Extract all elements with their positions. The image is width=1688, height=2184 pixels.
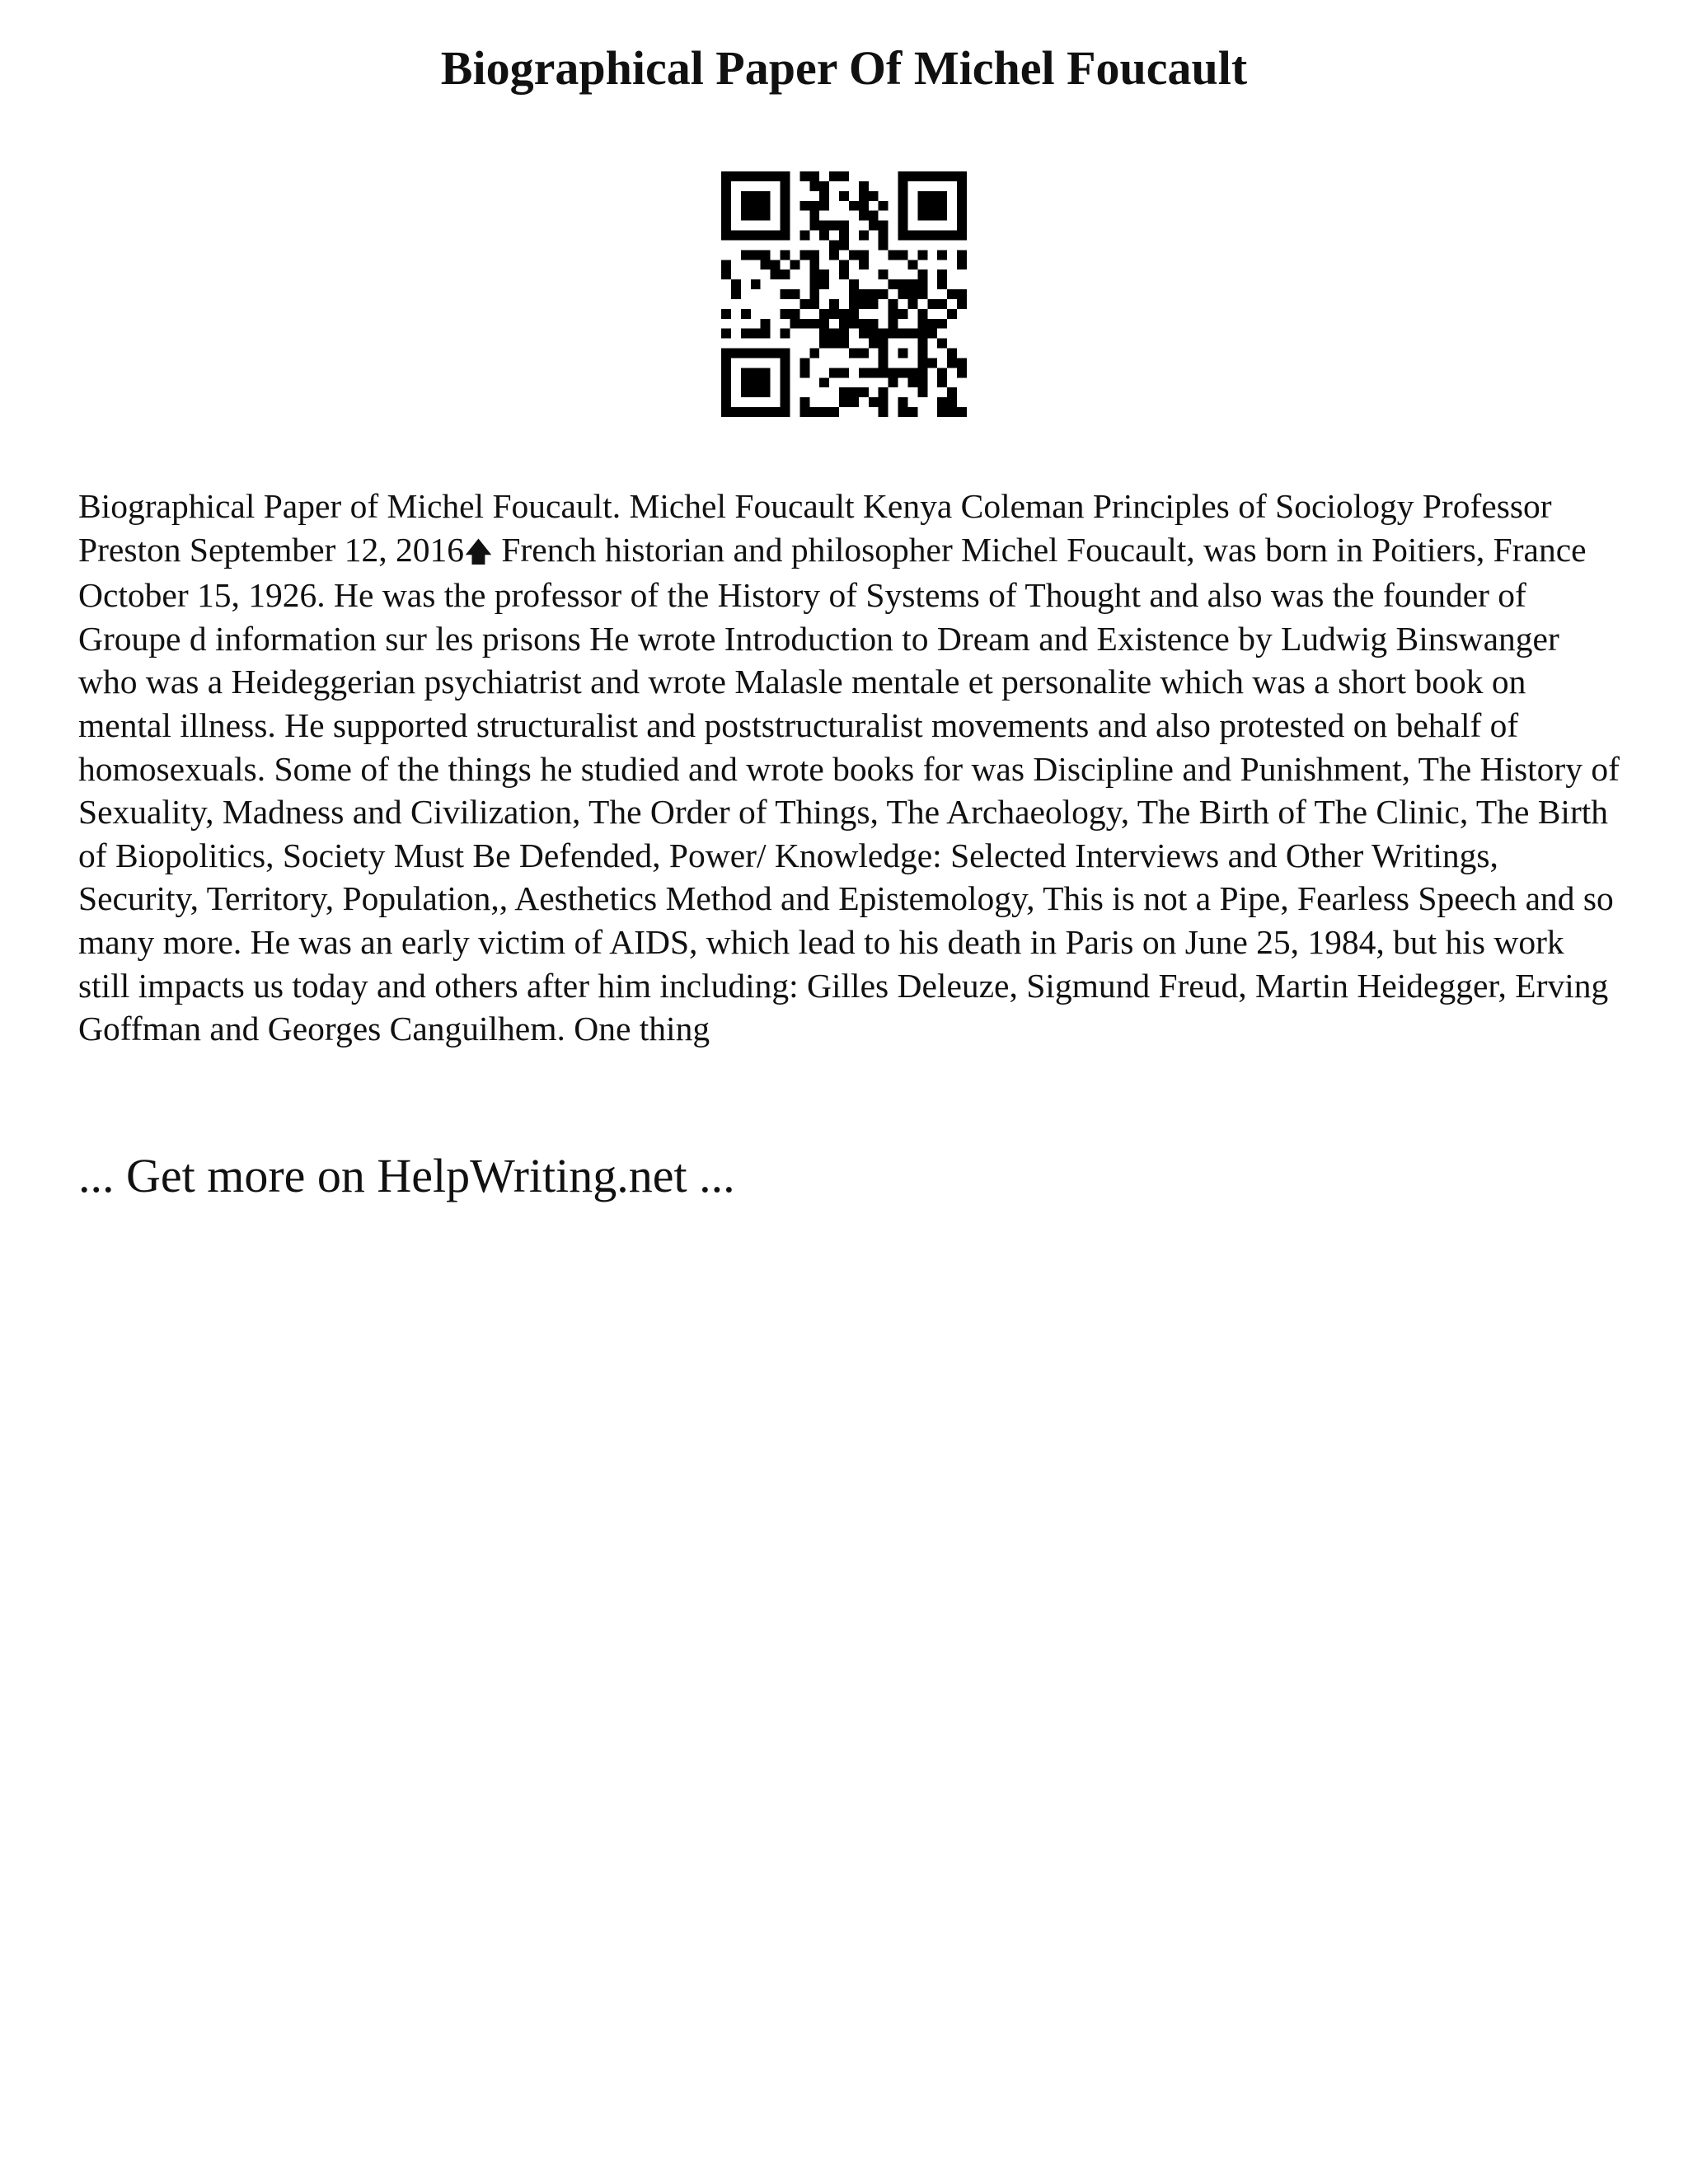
- body-text-lead: Biographical Paper of Michel Foucault. Michel Foucault Kenya Coleman Principles of Sociology Professor Preston September 12, 2016: [78, 487, 1552, 569]
- up-arrow-icon: 🡅: [463, 535, 493, 569]
- qr-code-icon: [721, 171, 967, 417]
- body-paragraph: [78, 485, 1620, 1051]
- get-more-link[interactable]: ... Get more on HelpWriting.net ...: [78, 1149, 735, 1202]
- body-text-rest: French historian and philosopher Michel Foucault, was born in Poitiers, France October 15, 1926. He was the professor of the History of Systems of Thought and also was the founder of Groupe d information sur les prisons He wrote Introduction to Dream and Existence by Ludwig Binswanger who was a Heideggerian psychiatrist and wrote Malasle mentale et personalite which was a short book on mental illness. He supported structuralist and poststructuralist movements and also protested on behalf of homosexuals. Some of the things he studied and wrote books for was Discipline and Punishment, The History of Sexuality, Madness and Civilization, The Order of Things, The Archaeology, The Birth of The Clinic, The Birth of Biopolitics, Society Must Be Defended, Power/ Knowledge: Selected Interviews and Other Writings, Security, Territory, Population,, Aesthetics Method and Epistemology, This is not a Pipe, Fearless Speech and so many more. He was an early victim of AIDS, which lead to his death in Paris on June 25, 1984, but his work still impacts us today and others after him including: Gilles Deleuze, Sigmund Freud, Martin Heidegger, Erving Goffman and Georges Canguilhem. One thing: [78, 530, 1620, 1048]
- page-title: Biographical Paper Of Michel Foucault: [440, 41, 1248, 95]
